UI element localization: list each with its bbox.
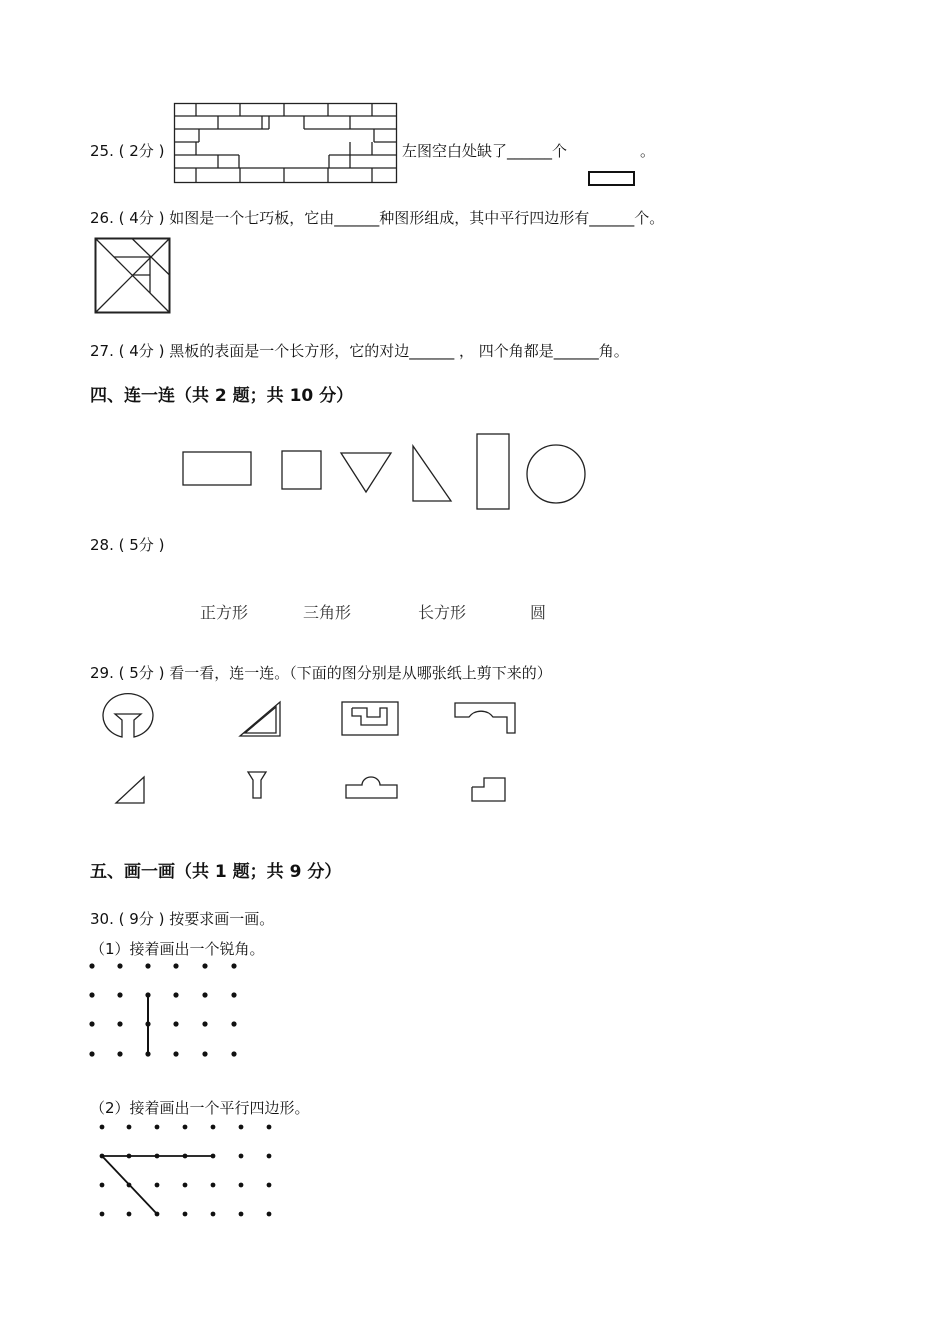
label-circle: 圆 (530, 603, 547, 622)
section4-title: 四、连一连（共 2 题；共 10 分） (90, 386, 354, 406)
inverted-triangle-shape (341, 453, 391, 492)
piece-nail (248, 772, 266, 798)
q28-line: 28. ( 5分 ) (90, 536, 165, 554)
piece-small-triangle (116, 777, 144, 803)
circle-shape (527, 445, 585, 503)
paper-triangle-with-hole (240, 702, 280, 736)
label-triangle: 三角形 (303, 603, 352, 622)
q28-shapes (170, 425, 600, 520)
tall-rectangle-shape (477, 434, 509, 509)
q26-line: 26. ( 4分 ) 如图是一个七巧板，它由______种图形组成，其中平行四边形有______个。 (90, 209, 665, 227)
label-square: 正方形 (200, 603, 249, 622)
right-triangle-shape (413, 446, 451, 501)
piece-arch (346, 777, 397, 798)
q25-end: 。 (640, 142, 656, 160)
dot-grid-2 (92, 1120, 282, 1220)
q29-line: 29. ( 5分 ) 看一看，连一连。（下面的图分别是从哪张纸上剪下来的） (90, 664, 552, 682)
brick-wall-figure (174, 103, 398, 185)
q30-part1: （1）接着画出一个锐角。 (90, 940, 265, 958)
rectangle-shape (183, 452, 251, 485)
piece-step (472, 778, 505, 801)
paper-circle-with-nail-hole (103, 694, 153, 737)
brick-icon (588, 171, 636, 187)
paper-square-with-step-hole (342, 702, 398, 735)
q25-text: 左图空白处缺了______个 (402, 142, 568, 160)
paper-rect-with-arch-hole (455, 703, 515, 733)
square-shape (282, 451, 321, 489)
q25-number: 25. ( 2分 ) (90, 142, 165, 160)
section5-title: 五、画一画（共 1 题；共 9 分） (90, 862, 342, 882)
q30-line: 30. ( 9分 ) 按要求画一画。 (90, 910, 275, 928)
tangram-figure (94, 237, 172, 315)
q29-figures (95, 690, 535, 815)
label-rectangle: 长方形 (418, 603, 467, 622)
dot-grid-1 (85, 955, 245, 1065)
q30-part2: （2）接着画出一个平行四边形。 (90, 1099, 310, 1117)
q27-line: 27. ( 4分 ) 黑板的表面是一个长方形，它的对边______ ， 四个角都是______角。 (90, 342, 629, 360)
